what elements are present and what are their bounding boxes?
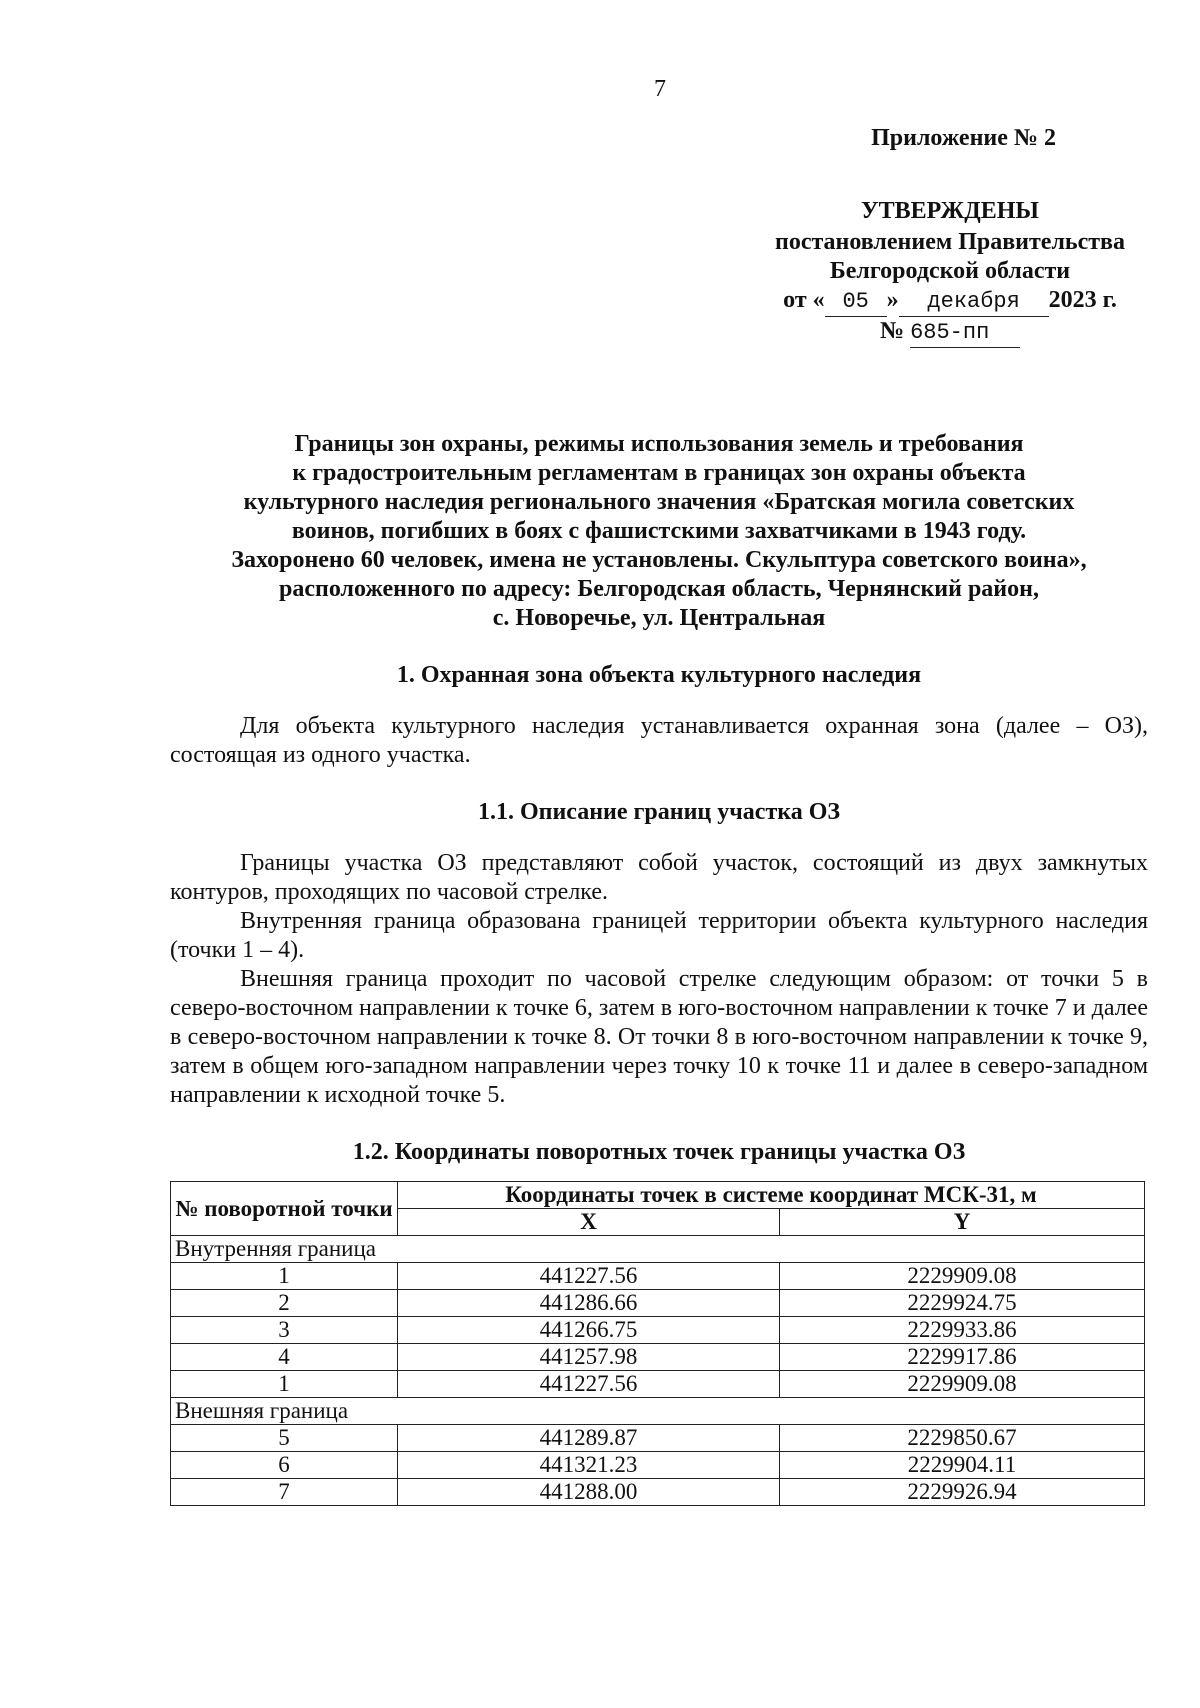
- section-1-2-heading: 1.2. Координаты поворотных точек границы участка ОЗ: [352, 1139, 966, 1165]
- coordinate-x: 441257.98: [398, 1344, 780, 1371]
- date-month: декабря: [899, 287, 1049, 317]
- approval-block: [740, 124, 1160, 348]
- coordinate-x: 441321.23: [398, 1452, 780, 1479]
- number-prefix: №: [879, 318, 905, 344]
- section-1-1-paragraph-1: Границы участка ОЗ представляют собой участок, состоящий из двух замкнутых контуров, проходящих по часовой стрелке.: [170, 850, 1148, 905]
- title-line: с. Новоречье, ул. Центральная: [492, 605, 826, 631]
- coordinate-y: 2229933.86: [780, 1317, 1145, 1344]
- approval-line-1: постановлением Правительства: [774, 229, 1125, 255]
- section-1-1-paragraph-2: Внутренняя граница образована границей территории объекта культурного наследия (точки 1 – 4).: [170, 908, 1148, 963]
- coordinate-y: 2229850.67: [780, 1425, 1145, 1452]
- title-line: к градостроительным регламентам в границах зон охраны объекта: [292, 460, 1026, 486]
- coordinate-x: 441227.56: [398, 1263, 780, 1290]
- section-1-paragraph: Для объекта культурного наследия устанавливается охранная зона (далее – ОЗ), состоящая из одного участка.: [170, 713, 1148, 768]
- header-x: X: [398, 1209, 780, 1236]
- point-number: 6: [171, 1452, 398, 1479]
- point-number: 1: [171, 1263, 398, 1290]
- date-year: 2023 г.: [1048, 287, 1117, 313]
- document-number: 685-пп: [910, 318, 1020, 348]
- table-row: [171, 1344, 1145, 1371]
- approved-heading: УТВЕРЖДЕНЫ: [861, 198, 1039, 224]
- coordinate-y: 2229917.86: [780, 1344, 1145, 1371]
- appendix-label: Приложение № 2: [871, 125, 1056, 151]
- table-row: [171, 1290, 1145, 1317]
- coordinate-x: 441286.66: [398, 1290, 780, 1317]
- coordinate-x: 441266.75: [398, 1317, 780, 1344]
- date-prefix: от «: [783, 287, 825, 313]
- coordinate-x: 441289.87: [398, 1425, 780, 1452]
- title-line: Захоронено 60 человек, имена не установлены. Скульптура советского воина»,: [231, 547, 1087, 573]
- group-row-inner: [171, 1236, 1145, 1263]
- point-number: 7: [171, 1479, 398, 1506]
- point-number: 2: [171, 1290, 398, 1317]
- point-number: 4: [171, 1344, 398, 1371]
- table-row: [171, 1371, 1145, 1398]
- group-row-outer: [171, 1398, 1145, 1425]
- coordinate-y: 2229909.08: [780, 1263, 1145, 1290]
- point-number: 1: [171, 1371, 398, 1398]
- approval-line-2: Белгородской области: [829, 258, 1071, 284]
- outer-boundary-label: Внешняя граница: [171, 1398, 1145, 1425]
- table-header-row: [171, 1182, 1145, 1209]
- coordinates-table: [170, 1181, 1145, 1506]
- approval-number-line: [740, 317, 1160, 348]
- coordinate-y: 2229904.11: [780, 1452, 1145, 1479]
- table-row: [171, 1425, 1145, 1452]
- title-line: Границы зон охраны, режимы использования земель и требования: [294, 431, 1024, 457]
- date-day: 05: [825, 287, 887, 317]
- section-1-1-heading: 1.1. Описание границ участка ОЗ: [477, 799, 841, 825]
- header-y: Y: [780, 1209, 1145, 1236]
- table-row: [171, 1317, 1145, 1344]
- date-separator: »: [886, 287, 899, 313]
- title-line: культурного наследия регионального значения «Братская могила советских: [243, 489, 1075, 515]
- page-number: 7: [654, 76, 666, 102]
- point-number: 5: [171, 1425, 398, 1452]
- coordinate-y: 2229924.75: [780, 1290, 1145, 1317]
- approval-date-line: [740, 286, 1160, 317]
- coordinate-y: 2229909.08: [780, 1371, 1145, 1398]
- coordinate-y: 2229926.94: [780, 1479, 1145, 1506]
- document-body: [170, 430, 1148, 1506]
- coordinate-x: 441227.56: [398, 1371, 780, 1398]
- title-line: расположенного по адресу: Белгородская область, Чернянский район,: [279, 576, 1039, 602]
- document-title: [170, 430, 1148, 633]
- header-point-number: № поворотной точки: [171, 1182, 398, 1236]
- table-row: [171, 1479, 1145, 1506]
- table-row: [171, 1452, 1145, 1479]
- title-line: воинов, погибших в боях с фашистскими захватчиками в 1943 году.: [291, 518, 1027, 544]
- section-1-1-paragraph-3: Внешняя граница проходит по часовой стрелке следующим образом: от точки 5 в северо-восточном направлении к точке 6, затем в юго-восточном направлении к точке 7 и далее в северо-восточном направлении к точке 8. От точки 8 в юго-восточном направлении к точке 9, затем в общем юго-западном направлении через точку 10 к точке 11 и далее в северо-западном направлении к исходной точке 5.: [170, 966, 1148, 1108]
- coordinate-x: 441288.00: [398, 1479, 780, 1506]
- point-number: 3: [171, 1317, 398, 1344]
- header-coordinates: Координаты точек в системе координат МСК-31, м: [398, 1182, 1145, 1209]
- table-row: [171, 1263, 1145, 1290]
- inner-boundary-label: Внутренняя граница: [171, 1236, 1145, 1263]
- section-1-heading: 1. Охранная зона объекта культурного наследия: [396, 662, 922, 688]
